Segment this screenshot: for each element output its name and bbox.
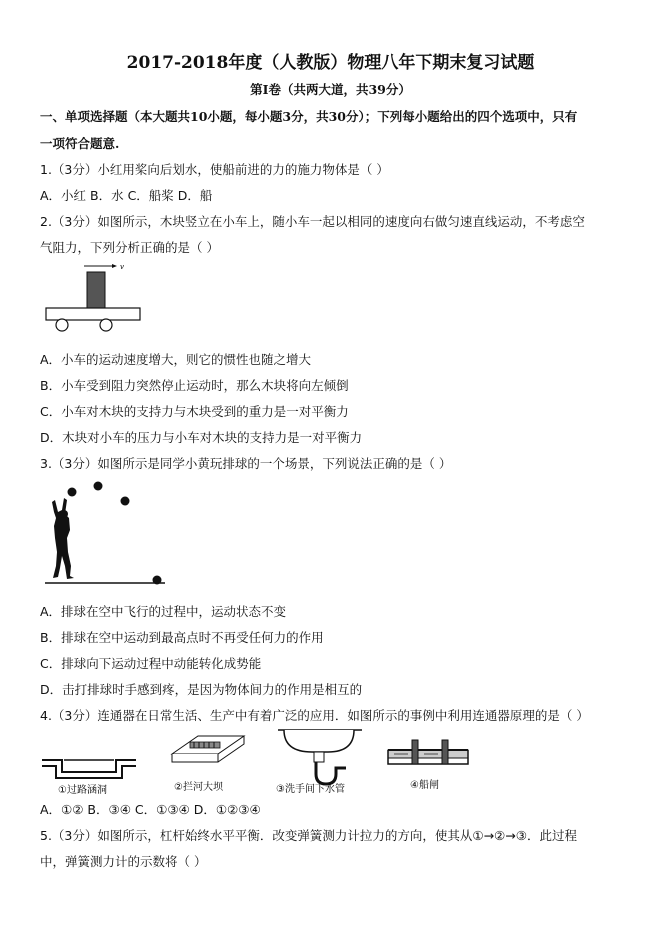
cart-figure — [40, 262, 150, 334]
caption-culvert: ①过路涵洞 — [58, 785, 107, 796]
question-1-stem: 1.（3分）小红用桨向后划水，使船前进的力的施力物体是（ ） — [40, 162, 389, 177]
question-2-option-b: B．小车受到阻力突然停止运动时，那么木块将向左倾倒 — [40, 378, 349, 393]
question-2-stem-line2: 气阻力，下列分析正确的是（ ） — [40, 240, 219, 255]
volleyball-figure — [40, 478, 170, 588]
question-1-options: A．小红 B．水 C．船桨 D．船 — [40, 188, 213, 203]
question-3-option-b: B．排球在空中运动到最高点时不再受任何力的作用 — [40, 630, 324, 645]
question-2-option-c: C．小车对木块的支持力与木块受到的重力是一对平衡力 — [40, 404, 349, 419]
cart-body — [46, 308, 140, 320]
question-3-stem: 3.（3分）如图所示是同学小黄玩排球的一个场景，下列说法正确的是（ ） — [40, 456, 452, 471]
ship-lock-figure — [384, 728, 474, 800]
caption-drainpipe: ③洗手间下水管 — [276, 784, 345, 795]
section-heading-line1: 一、单项选择题（本大题共10小题，每小题3分，共30分）；下列每小题给出的四个选项中，只有 — [40, 109, 578, 124]
wheel-right — [100, 319, 112, 331]
question-5-stem-line1: 5.（3分）如图所示，杠杆始终水平平衡．改变弹簧测力计拉力的方向，使其从①→②→③．此过程 — [40, 828, 577, 843]
question-3-option-d: D．击打排球时手感到疼，是因为物体间力的作用是相互的 — [40, 682, 363, 697]
question-4-stem: 4.（3分）连通器在日常生活、生产中有着广泛的应用．如图所示的事例中利用连通器原理的是（ ） — [40, 708, 589, 723]
question-2-option-d: D．木块对小车的压力与小车对木块的支持力是一对平衡力 — [40, 430, 363, 445]
caption-ship-lock: ④船闸 — [410, 780, 439, 791]
velocity-label: v — [120, 263, 124, 271]
block — [87, 272, 105, 308]
culvert-figure — [40, 730, 140, 800]
drainpipe-figure — [272, 722, 368, 800]
caption-dam: ②拦河大坝 — [174, 782, 223, 793]
question-5-stem-line2: 中，弹簧测力计的示数将（ ） — [40, 854, 207, 869]
wheel-left — [56, 319, 68, 331]
question-3-option-a: A．排球在空中飞行的过程中，运动状态不变 — [40, 604, 287, 619]
dam-figure — [168, 726, 248, 800]
page-subtitle: 第Ⅰ卷（共两大道，共39分） — [250, 82, 411, 97]
question-2-option-a: A．小车的运动速度增大，则它的惯性也随之增大 — [40, 352, 312, 367]
question-2-stem-line1: 2.（3分）如图所示，木块竖立在小车上，随小车一起以相同的速度向右做匀速直线运动，不考虑空 — [40, 214, 585, 229]
section-heading-line2: 一项符合题意. — [40, 136, 120, 151]
page-title: 2017-2018年度（人教版）物理八年下期末复习试题 — [126, 53, 535, 73]
question-3-option-c: C．排球向下运动过程中动能转化成势能 — [40, 656, 262, 671]
question-4-options: A．①② B．③④ C．①③④ D．①②③④ — [40, 802, 261, 817]
